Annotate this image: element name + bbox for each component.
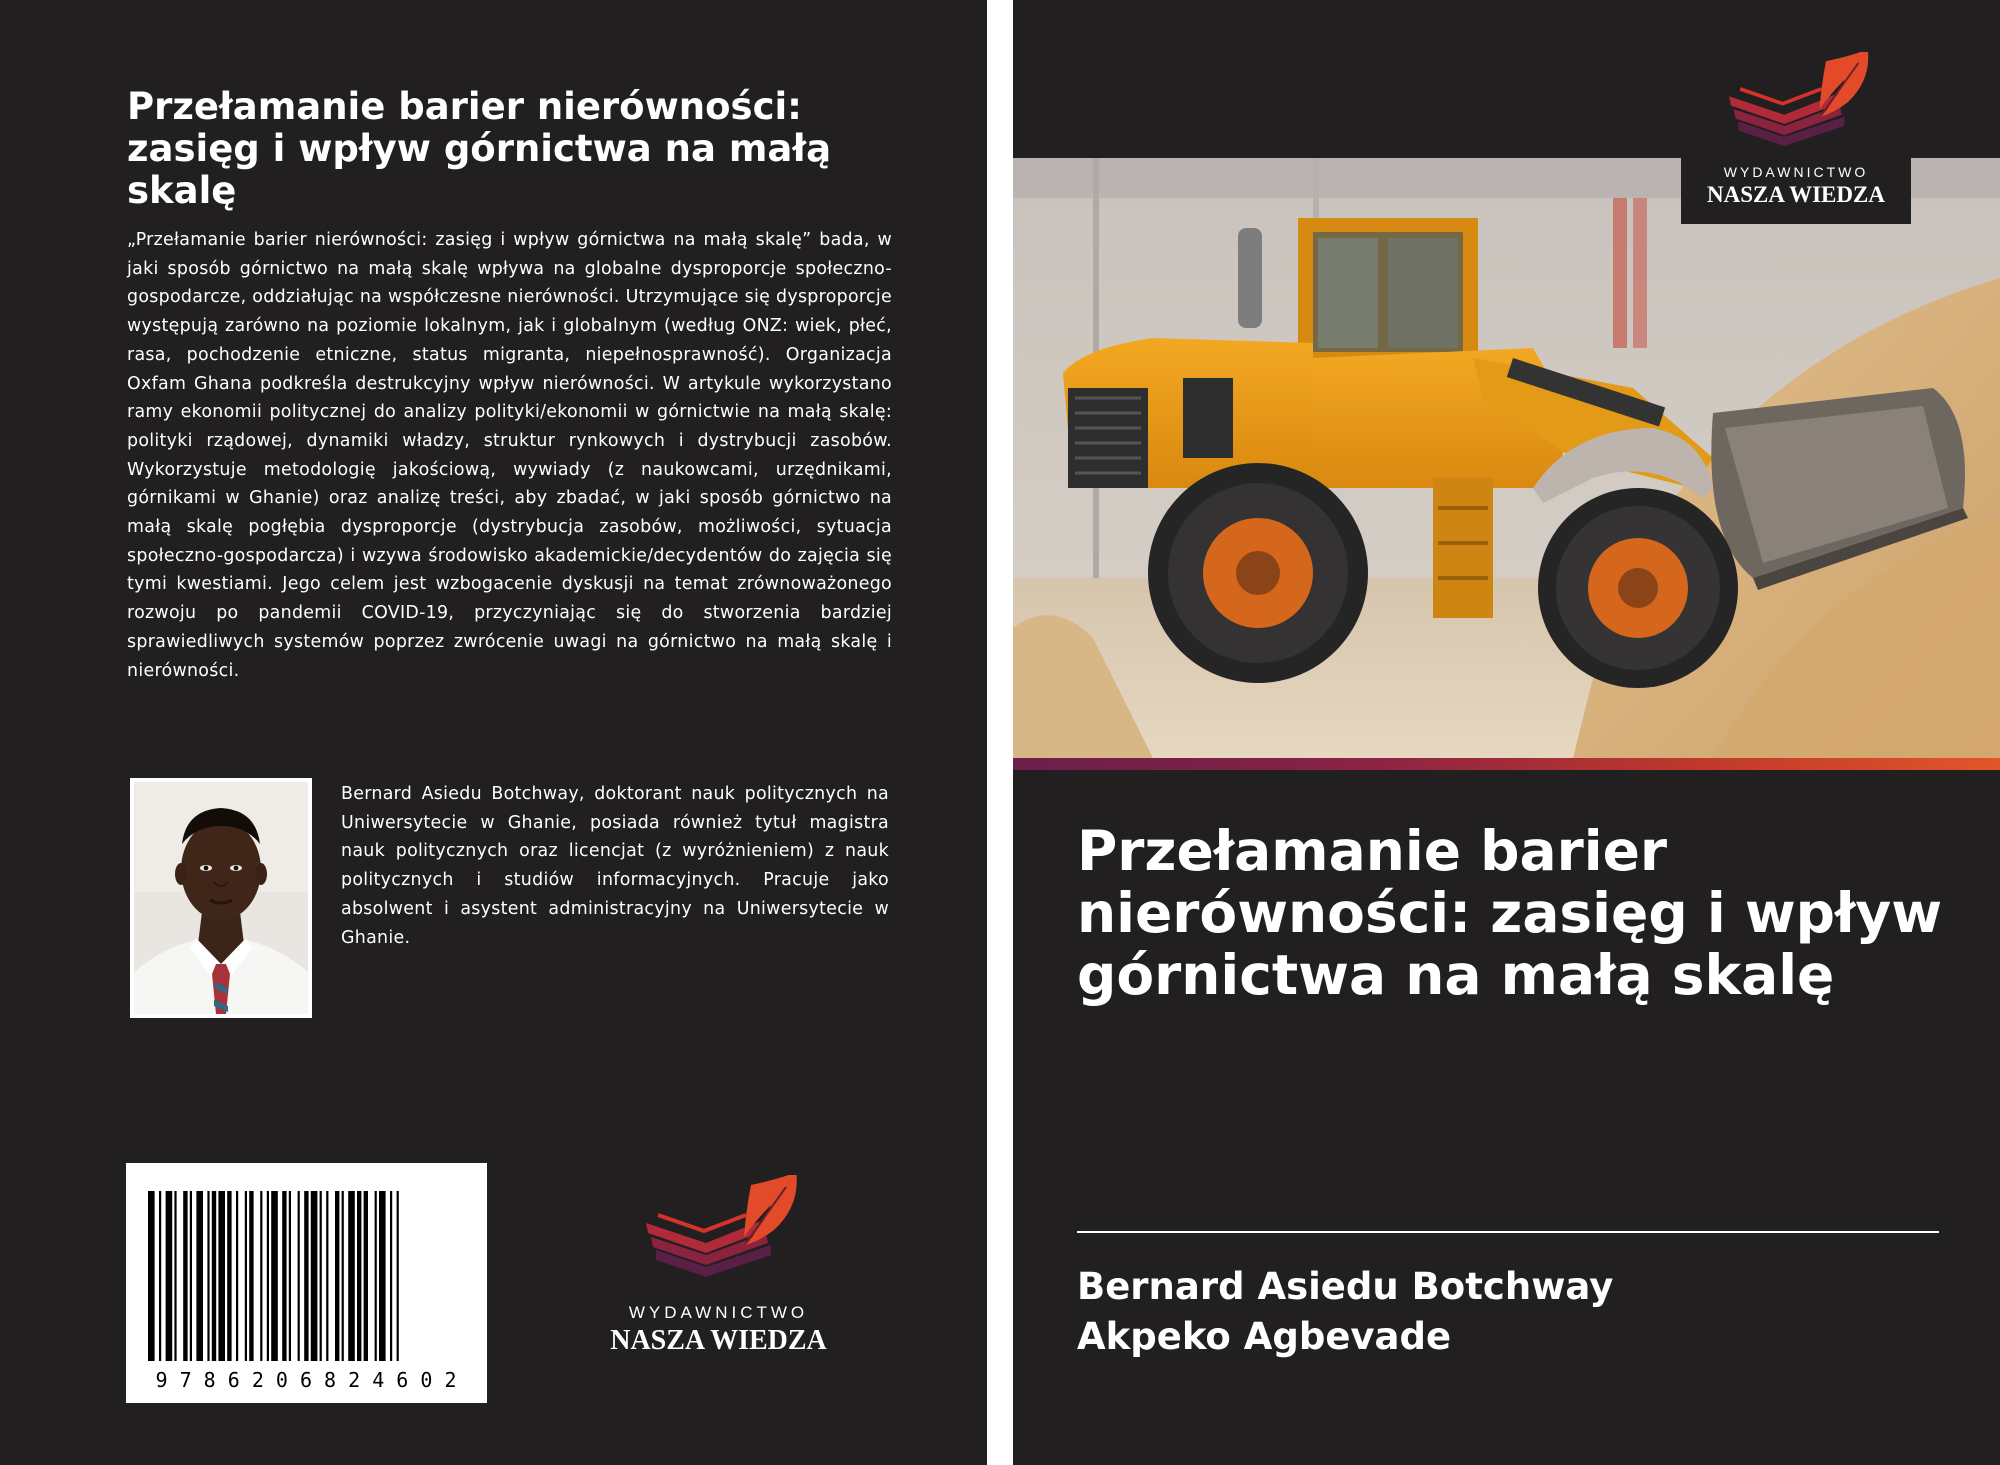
barcode-bar (326, 1191, 328, 1361)
barcode-bar (190, 1191, 192, 1361)
barcode-bar (207, 1191, 209, 1361)
barcode-bar (174, 1191, 176, 1361)
barcode-bar (311, 1191, 318, 1361)
title-divider (1077, 1231, 1939, 1233)
author-list (1077, 1262, 1957, 1362)
barcode-bar (335, 1191, 339, 1361)
barcode-bar (397, 1191, 399, 1361)
barcode-bar (196, 1191, 203, 1361)
book-description: „Przełamanie barier nierówności: zasięg i wpływ górnictwa na małą skalę” bada, w jaki sposób górnictwo na małą skalę wpływa na globalne dysproporcje społeczno-gospodarcze, oddziałując na współczesne nierówności. Utrzymujące się dysproporcje występują zarówno na poziomie lokalnym, jak i globalnym (według ONZ: wiek, płeć, rasa, pochodzenie etniczne, status migranta, niepełnosprawność). Organizacja Oxfam Ghana podkreśla destrukcyjny wpływ nierówności. W artykule wykorzystano ramy ekonomii politycznej do analizy polityki/ekonomii w górnictwie na małą skalę: polityki rządowej, dynamiki władzy, struktur rynkowych i dystrybucji zasobów. Wykorzystuje metodologię jakościową, wywiady (z naukowcami, urzędnikami, górnikami w Ghanie) oraz analizę treści, aby zbadać, w jaki sposób górnictwo na małą skalę pogłębia dysproporcje (dystrybucja zasobów, możliwości, sytuacja społeczno-gospodarcza) i wzywa środowisko akademickie/decydentów do zajęcia się tymi kwestiami. Jego celem jest wzbogacenie dyskusji na temat zrównoważonego rozwoju po pandemii COVID-19, przyczyniając się do stworzenia bardziej sprawiedliwych systemów poprzez zwrócenie uwagi na górnictwo na małą skalę i nierówności. (127, 230, 892, 681)
barcode-bar (342, 1191, 344, 1361)
barcode-bar (282, 1191, 286, 1361)
barcode-bar (271, 1191, 278, 1361)
barcode-bar (375, 1191, 377, 1361)
barcode-bar (304, 1191, 308, 1361)
author-name: Akpeko Agbevade (1077, 1315, 1452, 1358)
barcode-bar (245, 1191, 247, 1361)
publisher-label-small: WYDAWNICTWO (628, 1303, 809, 1322)
front-cover-title: Przełamanie barier nierówności: zasięg i wpływ górnictwa na małą skalę (1077, 819, 1943, 1007)
barcode-bar (364, 1191, 368, 1361)
barcode-bar (298, 1191, 300, 1361)
barcode-bar (212, 1191, 216, 1361)
front-cover (1013, 0, 2000, 1465)
barcode-bar (260, 1191, 262, 1361)
back-cover (0, 0, 987, 1465)
book-quill-icon (596, 1175, 841, 1305)
isbn-barcode (126, 1163, 487, 1403)
barcode-bar (267, 1191, 269, 1361)
barcode-bar (166, 1191, 173, 1361)
back-cover-title: Przełamanie barier nierówności: zasięg i wpływ górnictwa na małą skalę (127, 85, 832, 212)
barcode-bar (236, 1191, 238, 1361)
publisher-label-big: NASZA WIEDZA (610, 1325, 827, 1356)
barcode-bar (348, 1191, 355, 1361)
barcode-bar (379, 1191, 386, 1361)
barcode-bar (218, 1191, 225, 1361)
publisher-label-big: NASZA WIEDZA (1707, 182, 1885, 207)
barcode-bar (357, 1191, 361, 1361)
barcode-bar (159, 1191, 161, 1361)
author-photo (130, 778, 312, 1018)
barcode-bar (183, 1191, 187, 1361)
book-quill-icon (1681, 52, 1911, 172)
isbn-digits: 9 7 8 6 2 0 6 8 2 4 6 0 2 (155, 1368, 457, 1392)
barcode-bar (320, 1191, 322, 1361)
barcode-bar (289, 1191, 291, 1361)
barcode-bar (249, 1191, 253, 1361)
barcode-bar (390, 1191, 392, 1361)
wheel-loader-photo (1013, 158, 2000, 758)
publisher-logo-back (596, 1175, 841, 1365)
publisher-label-small: WYDAWNICTWO (1723, 164, 1869, 180)
publisher-logo-front (1681, 52, 1911, 224)
accent-stripe (1013, 758, 2000, 770)
barcode-bar (227, 1191, 231, 1361)
barcode-bar (148, 1191, 155, 1361)
author-bio: Bernard Asiedu Botchway, doktorant nauk politycznych na Uniwersytecie w Ghanie, posiada również tytuł magistra nauk politycznych oraz licencjat (z wyróżnieniem) z nauk politycznych i studiów informacyjnych. Pracuje jako absolwent i asystent administracyjny na Uniwersytecie w Ghanie. (341, 784, 889, 948)
author-name: Bernard Asiedu Botchway (1077, 1265, 1614, 1308)
